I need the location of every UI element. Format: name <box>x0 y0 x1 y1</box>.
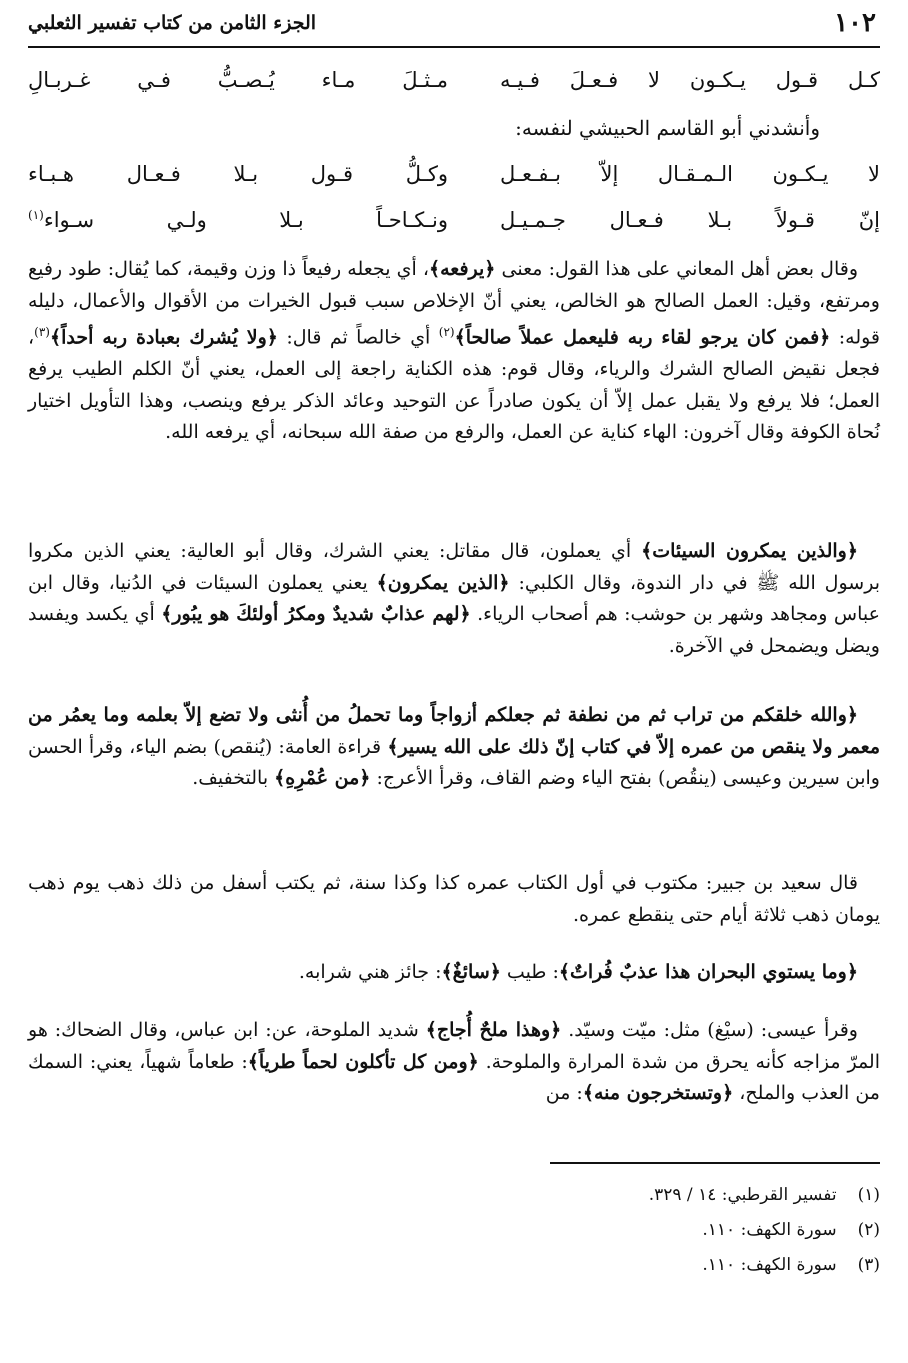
paragraph-text <box>28 536 880 662</box>
running-title: الجزء الثامن من كتاب تفسير الثعلبي <box>28 12 317 34</box>
commentary-paragraph <box>28 254 880 449</box>
quran-quote: ﴿لهم عذابٌ شديدٌ ومكرُ أولئكَ هو يبُور﴾ <box>161 603 471 626</box>
quran-quote: ﴿ولا يُشرك بعبادة ربه أحداً﴾ <box>49 326 278 349</box>
text-run: ، أي يجعله رفيعاً ذا وزن وقيمة، كما يُقال: طود رفيع ومرتفع، وقيل: العمل الصالح هو الخالص، يعني أنّ الإخلاص سبب قبول الخيرات من الأقوال والأعمال، دليله قوله: <box>28 258 881 349</box>
text-run: : جائز هني شرابه. <box>298 961 442 983</box>
verse-first-hemistich: لا يـكـون الـمـقـال إلاّ بـفـعـل <box>500 162 880 186</box>
footnote-number: (٣) <box>857 1255 880 1275</box>
verse-second-hemistich-text: ونـكـاحـاً بـلا ولـي سـواء <box>43 208 448 232</box>
paragraph-text <box>28 868 880 931</box>
text-run: يعني يعملون السيئات في الدُنيا، وقال ابن عباس ومجاهد وشهر بن حوشب: هم أصحاب الرياء. <box>28 571 880 626</box>
verse-second-hemistich: مـثـلَ مـاء يُـصـبُّ فـي غـربـالِ <box>28 68 448 92</box>
poem-intro-line: وأنشدني أبو القاسم الحبيشي لنفسه: <box>515 116 820 140</box>
quran-quote: ﴿من عُمْرِهِ﴾ <box>274 767 371 790</box>
footnotes <box>280 1178 880 1283</box>
footnote-text: سورة الكهف: ١١٠. <box>702 1255 837 1275</box>
text-run: شديد الملوحة، عن: ابن عباس، وقال الضحاك: هو المرّ مزاجه كأنه يحرق من شدة المرارة والملوحة. <box>28 1019 880 1073</box>
footnote-item <box>280 1178 880 1213</box>
text-run: أي يعملون، قال مقاتل: يعني الشرك، وقال أبو العالية: يعني الذين مكروا برسول الله ﷺ في دار الندوة، وقال الكلبي: <box>28 540 880 594</box>
paragraph-text <box>28 1015 880 1110</box>
footnote-text: تفسير القرطبي: ١٤ / ٣٢٩. <box>648 1185 837 1205</box>
book-page <box>28 0 880 1363</box>
commentary-paragraph <box>28 1015 880 1110</box>
quran-quote: ﴿فمن كان يرجو لقاء ربه فليعمل عملاً صالحاً﴾ <box>454 326 831 349</box>
quran-quote: ﴿وما يستوي البحران هذا عذبٌ فُراتٌ﴾ <box>558 961 858 983</box>
text-run: أي خالصاً ثم قال: <box>277 326 439 349</box>
poem-verse <box>28 68 880 104</box>
footnote-ref: (١) <box>28 208 44 222</box>
paragraph-text <box>28 957 880 989</box>
text-run: وقال بعض أهل المعاني على هذا القول: معنى <box>495 258 858 280</box>
quran-quote: ﴿سائغٌ﴾ <box>441 961 501 983</box>
quran-quote: ﴿والله خلقكم من تراب ثم من نطفة ثم جعلكم أزواجاً وما تحملُ من أُنثى ولا تضع إلاّ بعلمه وما يعمُر من معمر ولا ينقص من عمره إلاّ في كتاب إنّ ذلك على الله يسير﴾ <box>28 704 880 758</box>
quran-quote: ﴿الذين يمكرون﴾ <box>376 571 510 594</box>
text-run: قال سعيد بن جبير: مكتوب في أول الكتاب عمره كذا وكذا سنة، ثم يكتب أسفل من ذلك ذهب يوم ذهب يومان ذهب ثلاثة أيام حتى ينقطع عمره. <box>28 872 880 926</box>
footnote-divider <box>550 1162 880 1164</box>
text-run: وقرأ عيسى: (سيْغ) مثل: ميّت وسيّد. <box>561 1019 858 1041</box>
quran-quote: ﴿ومن كل تأكلون لحماً طرياً﴾ <box>247 1050 479 1073</box>
footnote-text: سورة الكهف: ١١٠. <box>702 1220 837 1240</box>
quran-quote: ﴿وهذا ملحٌ أُجاج﴾ <box>425 1019 562 1041</box>
commentary-paragraph <box>28 700 880 795</box>
poem-verse <box>28 162 880 198</box>
verse-first-hemistich: إنّ قـولاً بـلا فـعـال جـمـيـل <box>500 208 880 232</box>
commentary-paragraph <box>28 536 880 662</box>
footnote-item <box>280 1213 880 1248</box>
footnote-ref: (٣) <box>34 325 50 340</box>
text-run: ، فجعل نقيض الصالح الشرك والرياء، وقال قوم: هذه الكناية راجعة إلى العمل، يعني أنّ الكلم الطيب يرفع العمل؛ فلا يرفع ولا يقبل عمل إلاّ أن يكون صادراً عن التوحيد وعائد الذكر يرفع وينصب، وهذا التأويل اختيار نُحاة الكوفة وقال آخرون: الهاء كناية عن العمل، والرفع من صفة الله سبحانه، أي يرفعه الله. <box>28 326 880 444</box>
text-run: أي يكسد ويفسد ويضل ويضمحل في الآخرة. <box>28 603 880 657</box>
footnote-ref: (٢) <box>438 325 455 340</box>
quran-quote: ﴿وتستخرجون منه﴾ <box>582 1082 734 1105</box>
footnote-number: (١) <box>857 1185 880 1205</box>
footnote-number: (٢) <box>857 1220 880 1240</box>
quran-quote: ﴿يرفعه﴾ <box>428 258 496 280</box>
commentary-paragraph <box>28 868 880 931</box>
text-run: : طيب <box>500 961 559 983</box>
verse-second-hemistich: وكـلُّ قـول بـلا فـعـال هـبـاء <box>28 162 448 186</box>
text-run: : طعاماً شهياً، يعني: السمك من العذب والملح، <box>28 1050 880 1105</box>
text-run: قراءة العامة: (يُنقص) بضم الياء، وقرأ الحسن وابن سيرين وعيسى (ينقُص) بفتح الياء وضم القاف، وقرأ الأعرج: <box>28 735 880 790</box>
text-run: : من <box>545 1082 583 1105</box>
paragraph-text <box>28 700 880 795</box>
verse-second-hemistich <box>28 208 448 232</box>
quran-quote: ﴿والذين يمكرون السيئات﴾ <box>641 540 858 562</box>
commentary-paragraph <box>28 957 880 989</box>
verse-first-hemistich: كـل قـول يـكـون لا فـعـلَ فـيـه <box>500 68 880 92</box>
page-header <box>28 6 880 48</box>
poem-verse <box>28 208 880 244</box>
footnote-item <box>280 1248 880 1283</box>
page-number: ١٠٢ <box>834 8 876 38</box>
text-run: بالتخفيف. <box>192 767 275 790</box>
paragraph-text <box>28 254 880 449</box>
